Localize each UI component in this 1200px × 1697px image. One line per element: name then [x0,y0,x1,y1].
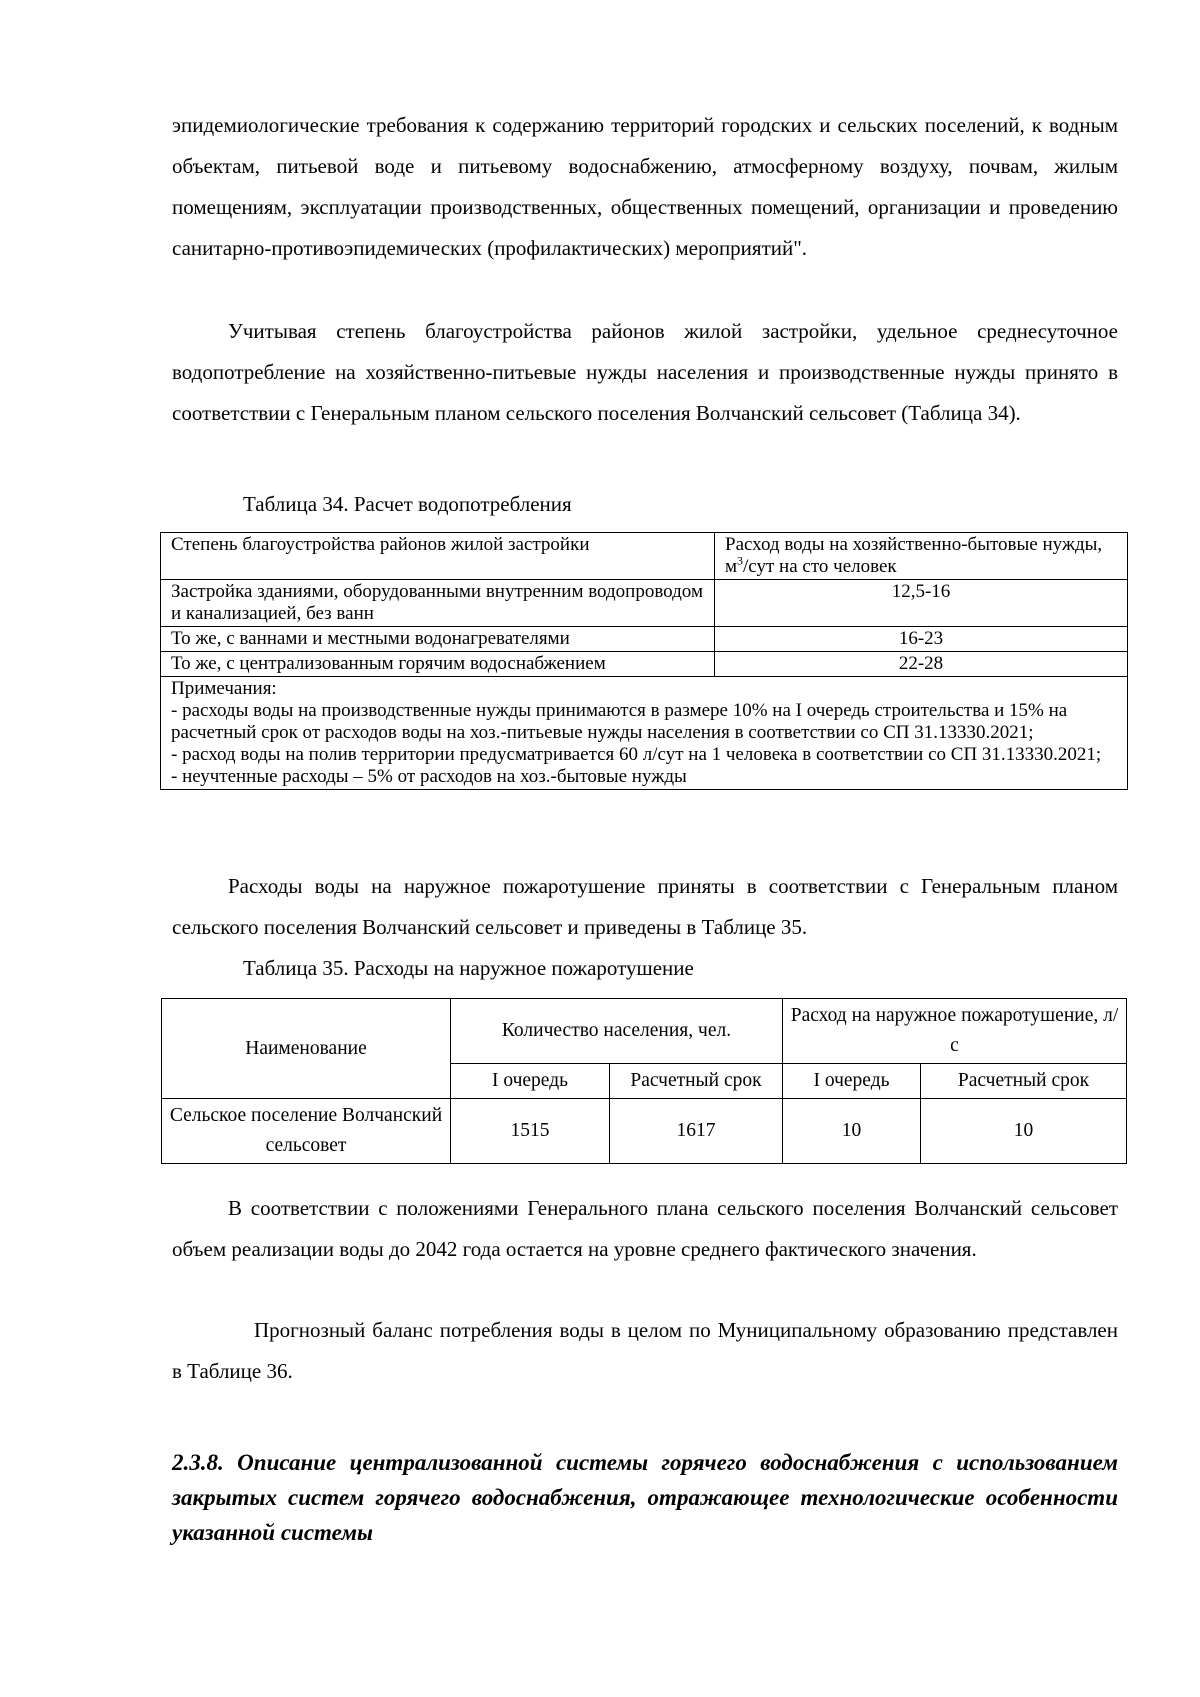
fire-flow-table [161,998,1127,1164]
table-row: Застройка зданиями, оборудованными внутренним водопроводом и канализацией, без ванн 12,5-16 [161,580,1128,627]
header-cell: Наименование [162,999,451,1099]
table-row: Сельское поселение Волчанский сельсовет 1515 1617 10 10 [162,1099,1127,1164]
table-notes: Примечания: - расходы воды на производственные нужды принимаются в размере 10% на I очередь строительства и 15% на расчетный срок от расходов воды на хоз.-питьевые нужды населения в соответствии со СП 31.13330.2021; - расход воды на полив территории предусматривается 60 л/сут на 1 человека в соответствии со СП 31.13330.2021; - неучтенные расходы – 5% от расходов на хоз.-бытовые нужды [161,677,1128,790]
paragraph-balance: Прогнозный баланс потребления воды в целом по Муниципальному образованию представлен в Таблице 36. [172,1318,1118,1383]
paragraph-consumption: Учитывая степень благоустройства районов жилой застройки, удельное среднесуточное водопотребление на хозяйственно-питьевые нужды населения и производственные нужды принято в соответствии с Генеральным планом сельского поселения Волчанский сельсовет (Таблица 34). [172,319,1118,425]
header-cell: Расчетный срок [921,1064,1127,1099]
table34-caption: Таблица 34. Расчет водопотребления [243,492,572,516]
table35-caption: Таблица 35. Расходы на наружное пожаротушение [243,956,694,980]
header-cell: Количество населения, чел. [451,999,783,1064]
paragraph-realization: В соответствии с положениями Генерального плана сельского поселения Волчанский сельсовет объем реализации воды до 2042 года остается на уровне среднего фактического значения. [172,1196,1118,1261]
table-notes-row [161,677,1128,790]
header-cell: Степень благоустройства районов жилой застройки [161,533,715,580]
paragraph-sanitary: эпидемиологические требования к содержанию территорий городских и сельских поселений, к водным объектам, питьевой воде и питьевому водоснабжению, атмосферному воздуху, почвам, жилым помещениям, эксплуатации производственных, общественных помещений, организации и проведению санитарно-противоэпидемических (профилактических) мероприятий". [172,113,1118,260]
water-consumption-table [160,532,1128,790]
section-heading: 2.3.8. Описание централизованной системы горячего водоснабжения с использованием закрытых систем горячего водоснабжения, отражающее технологические особенности указанной системы [172,1450,1118,1545]
header-cell: Расход воды на хозяйственно-бытовые нужды, $м^3$/сут на сто человек [715,533,1128,580]
header-cell: I очередь [451,1064,610,1099]
paragraph-fire-flow: Расходы воды на наружное пожаротушение приняты в соответствии с Генеральным планом сельского поселения Волчанский сельсовет и приведены в Таблице 35. [172,874,1118,939]
table-row: То же, с централизованным горячим водоснабжением 22-28 [161,652,1128,677]
table-row: То же, с ваннами и местными водонагревателями 16-23 [161,627,1128,652]
header-cell: Расход на наружное пожаротушение, л/с [783,999,1127,1064]
table-header-row [162,999,1127,1064]
header-cell: I очередь [783,1064,921,1099]
table-header-row [161,533,1128,580]
header-cell: Расчетный срок [610,1064,783,1099]
